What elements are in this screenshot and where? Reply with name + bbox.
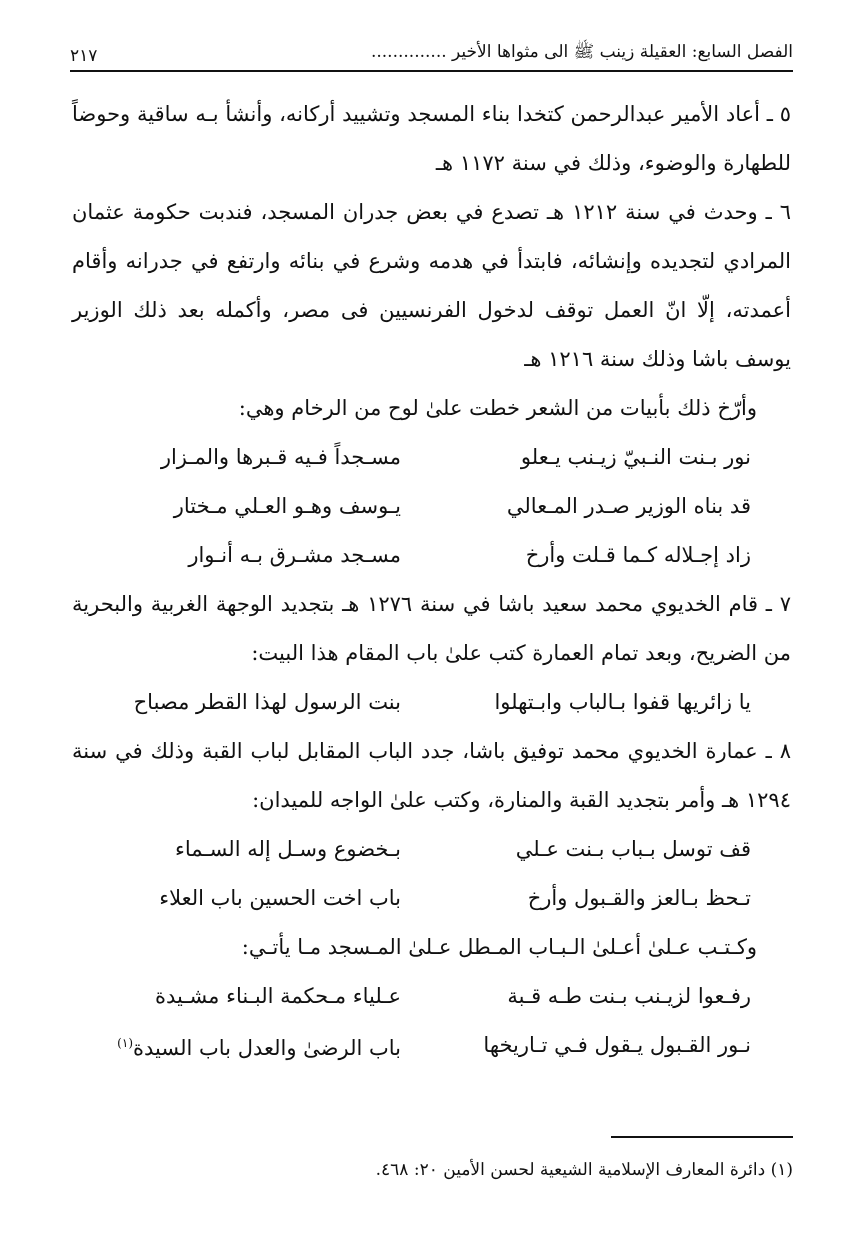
poem-verse	[72, 433, 791, 482]
verse-first-hemistich: يا زائريها قفوا بـالباب وابـتهلوا	[494, 690, 751, 714]
page-number: ٢١٧	[70, 46, 98, 66]
verse-first-hemistich: نـور القـبول يـقول فـي تـاريخها	[483, 1033, 751, 1057]
poem-verse	[72, 825, 791, 874]
paragraph-8-intro: وكـتـب عـلىٰ أعـلىٰ الـبـاب المـطل عـلىٰ المـسجد مـا يأتـي:	[241, 935, 757, 959]
chapter-title: الفصل السابع: العقيلة زينب ﷺ الى مثواها الأخير ..............	[370, 42, 793, 62]
verse-second-hemistich: عـلياء مـحكمة البـناء مشـيدة	[154, 984, 401, 1008]
poem-2	[72, 678, 791, 727]
poem-verse	[72, 972, 791, 1021]
verse-second-hemistich: مسـجد مشـرق بـه أنـوار	[188, 543, 401, 567]
poem-verse	[72, 678, 791, 727]
paragraph-6-intro: وأرّخ ذلك بأبيات من الشعر خطت علىٰ لوح من الرخام وهي:	[238, 396, 757, 420]
verse-second-hemistich: باب اخت الحسين باب العلاء	[159, 886, 401, 910]
footnote-marker[interactable]: (١)	[117, 1035, 133, 1050]
verse-second-hemistich: يـوسف وهـو العـلي مـختار	[173, 494, 401, 518]
verse-second-hemistich: بنت الرسول لهذا القطر مصباح	[133, 690, 401, 714]
verse-second-hemistich: مسـجداً فـيه قـبرها والمـزار	[160, 445, 401, 469]
verse-first-hemistich: قد بناه الوزير صـدر المـعالي	[506, 494, 751, 518]
footnote-divider	[611, 1136, 793, 1138]
poem-verse	[72, 531, 791, 580]
verse-first-hemistich: تـحظ بـالعز والقـبول وأرخ	[527, 886, 751, 910]
poem-3	[72, 825, 791, 923]
verse-first-hemistich: زاد إجـلاله كـما قـلت وأرخ	[525, 543, 751, 567]
paragraph-5: ٥ ـ أعاد الأمير عبدالرحمن كتخدا بناء المسجد وتشييد أركانه، وأنشأ بـه ساقية وحوضاً للطهارة والوضوء، وذلك في سنة ١١٧٢ هـ	[72, 102, 791, 175]
verse-second-hemistich	[72, 1019, 431, 1073]
poem-verse	[72, 482, 791, 531]
verse-first-hemistich: رفـعوا لزيـنب بـنت طـه قـبة	[507, 984, 751, 1008]
verse-first-hemistich: قف توسل بـباب بـنت عـلي	[515, 837, 751, 861]
paragraph-6: ٦ ـ وحدث في سنة ١٢١٢ هـ تصدع في بعض جدران المسجد، فندبت حكومة عثمان المرادي لتجديده وإنشائه، فابتدأ في هدمه وشرع في بنائه وارتفع في جدرانه وأقام أعمدته، إلّا انّ العمل توقف لدخول الفرنسيين فى مصر، وأكمله بعد ذلك الوزير يوسف باشا وذلك سنة ١٢١٦ هـ	[72, 200, 791, 371]
verse-text: باب الرضىٰ والعدل باب السيدة	[133, 1035, 401, 1060]
running-header	[70, 34, 793, 72]
verse-first-hemistich: نور بـنت النـبيّ زيـنب يـعلو	[520, 445, 751, 469]
paragraph-8: ٨ ـ عمارة الخديوي محمد توفيق باشا، جدد الباب المقابل لباب القبة وذلك في سنة ١٢٩٤ هـ وأمر بتجديد القبة والمنارة، وكتب علىٰ الواجه للميدان:	[72, 739, 791, 812]
poem-verse	[72, 874, 791, 923]
verse-second-hemistich: بـخضوع وسـل إله السـماء	[175, 837, 401, 861]
paragraph-7: ٧ ـ قام الخديوي محمد سعيد باشا في سنة ١٢٧٦ هـ بتجديد الوجهة الغربية والبحرية من الضريح، وبعد تمام العمارة كتب علىٰ باب المقام هذا البيت:	[72, 592, 791, 665]
poem-4	[72, 972, 791, 1070]
poem-1	[72, 433, 791, 580]
poem-verse	[72, 1021, 791, 1070]
page-body	[72, 90, 791, 1070]
footnote: (١) دائرة المعارف الإسلامية الشيعية لحسن الأمين ٢٠: ٤٦٨.	[375, 1160, 793, 1180]
